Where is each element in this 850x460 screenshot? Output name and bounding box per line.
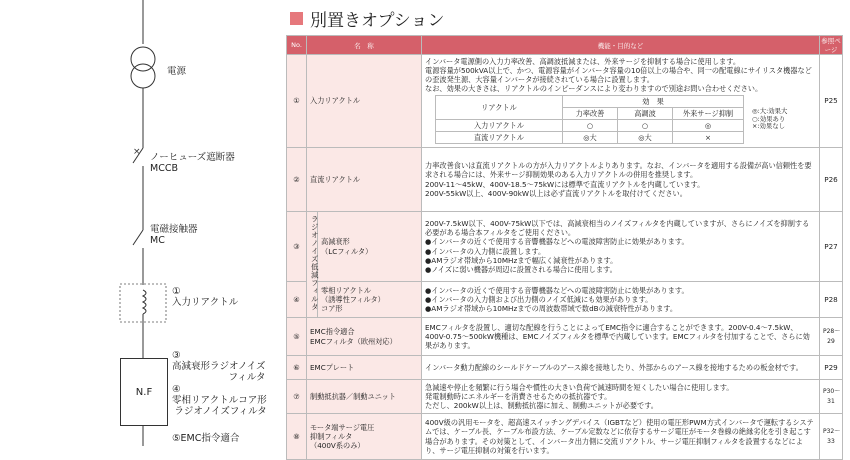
row-name <box>307 414 422 460</box>
mccb-label-en: MCCB <box>150 163 178 174</box>
row-page: P27 <box>820 212 843 282</box>
effect-table <box>435 95 744 145</box>
noise-filter-group <box>307 212 318 318</box>
row-name: 入力リアクトル <box>307 55 422 148</box>
zero-phase-text-2: ラジオノイズフィルタ <box>174 406 267 417</box>
desc-line: インバータ動力配線のシールドケーブルのアース線を接地したり、外部からのアース線を接地するための板金材です。 <box>425 362 803 372</box>
row-no: ② <box>287 148 307 212</box>
desc-line: ただし、200kW以上は、制動抵抗器に加え、制動ユニットが必要です。 <box>425 401 658 411</box>
desc-line: EMCフィルタを設置し、適切な配線を行うことによってEMC指令に適合することができます。200V-0.4〜7.5kW、400V-0.75〜500kW機種は、EMCノイズフィルタを標準で内蔵しています。EMCフィルタを付加することで、さらに効果があります。 <box>425 322 810 351</box>
noise-filter-no: ③ <box>172 350 181 361</box>
row-page: P28 <box>820 282 843 318</box>
legend-item: ◎:大:効果大 <box>752 107 788 116</box>
row-name-line: 零相リアクトル <box>321 285 372 295</box>
table-row <box>287 282 843 318</box>
legend-item: ×:効果なし <box>752 122 786 131</box>
mc-label-ja: 電磁接触器 <box>150 224 198 235</box>
effect-legend <box>752 108 787 131</box>
noise-filter-box <box>120 358 168 426</box>
row-name-line: （誘導性フィルタ） <box>321 294 385 304</box>
mccb-label-ja: ノーヒューズ遮断器 <box>150 152 235 163</box>
header-name: 名 称 <box>307 36 422 55</box>
effect-cell: ◎大 <box>618 132 673 144</box>
desc-line: 急減速や停止を頻繁に行う場合や慣性の大きい負荷で減速時間を短くしたい場合に使用します。 <box>425 382 734 392</box>
row-page: P30〜31 <box>820 380 843 414</box>
header-desc: 機能・目的など <box>422 36 820 55</box>
noise-filter-text-2: フィルタ <box>228 372 266 383</box>
desc-line: 400V級の汎用モータを、超高速スイッチングデバイス（IGBTなど）使用の電圧形PWM方式インバータで運転するシステムでは、ケーブル長、ケーブル布設方法、ケーブル定数などに依存するサージ電圧がモータ巻線の絶縁劣化を引き起こす場合があります。その対策として、インバータ出力側に交流リアクトル、サージ電圧抑制フィルタを設置するなどにより、サージ電圧抑制の対策を行います。 <box>425 418 814 455</box>
row-no: ③ <box>287 212 307 282</box>
row-name <box>318 212 422 282</box>
nf-label: N.F <box>135 386 153 398</box>
row-name: 制動抵抗器／制動ユニット <box>307 380 422 414</box>
row-page: P28〜29 <box>820 318 843 356</box>
table-header-row <box>287 36 843 55</box>
row-no: ⑦ <box>287 380 307 414</box>
row-name <box>307 318 422 356</box>
row-no: ⑧ <box>287 414 307 460</box>
effect-col-effect: 効 果 <box>563 95 744 107</box>
table-row <box>287 55 843 148</box>
row-name <box>318 282 422 318</box>
desc-line: インバータ電源側の入力力率改善、高調波抵減または、外来サージを抑制する場合に使用します。 <box>425 56 741 66</box>
row-desc <box>422 55 820 148</box>
desc-line: 電源容量が500kVA以上で、かつ、電源容量がインバータ容量の10倍以上の場合や、同一の配電線にサイリスタ機器などの歪波発生源、大容量インバータが接続されている場合に設置します。 <box>425 65 812 85</box>
power-label: 電源 <box>167 66 187 77</box>
row-name-line: コア形 <box>321 304 343 314</box>
group-label: ラジオノイズ低減フィルタ <box>310 215 320 312</box>
row-page: P25 <box>820 55 843 148</box>
row-no: ① <box>287 55 307 148</box>
effect-cell: ○ <box>563 119 618 131</box>
header-page: 参照ページ <box>821 37 841 54</box>
desc-line: 200V-11〜45kW、400V-18.5〜75kWには標準で直流リアクトルを内蔵しています。 <box>425 179 705 189</box>
desc-line: 力率改善食いは直流リアクトルの方が入力リアクトルよりあります。なお、インバータを適用する設備が高い信頼性を要求される場合には、外来サージ抑制効果のある入力リアクトルの併用を推奨します。 <box>425 161 812 180</box>
desc-line: ●インバータの近くで使用する音響機器などへの電波障害防止に効果があります。 <box>425 285 689 295</box>
row-desc <box>422 148 820 212</box>
row-name-line: EMCフィルタ（欧州対応） <box>310 336 397 346</box>
desc-line: 発電制動時にエネルギーを消費させるための抵抗器です。 <box>425 391 612 401</box>
table-row <box>287 380 843 414</box>
desc-line: ●AMラジオ帯域から10MHzまで幅広く減衰性があります。 <box>425 255 618 265</box>
row-name-line: 抑制フィルタ <box>310 431 353 441</box>
table-row <box>287 356 843 380</box>
row-desc <box>422 356 820 380</box>
row-page: P29 <box>820 356 843 380</box>
desc-line: ●AMラジオ帯域から10MHzまでの周波数帯域で数dBの減衰特性があります。 <box>425 304 678 314</box>
row-name-line: モータ端サージ電圧 <box>310 422 375 432</box>
table-row <box>287 212 843 282</box>
section-title-text: 別置きオプション <box>310 11 445 31</box>
desc-line: なお、効果の大きさは、リアクトルのインピーダンスにより変わりますので別途お問い合わせください。 <box>425 84 763 94</box>
row-desc <box>422 212 820 282</box>
legend-item: ○:効果あり <box>752 114 786 123</box>
row-name: EMCプレート <box>307 356 422 380</box>
mc-switch-blade <box>133 230 143 245</box>
row-desc <box>422 380 820 414</box>
mc-label <box>150 224 198 246</box>
mc-label-en: MC <box>150 235 165 246</box>
zero-phase-no: ④ <box>172 384 181 395</box>
effect-row-name: 直流リアクトル <box>436 132 563 144</box>
section-title <box>290 6 444 31</box>
row-desc <box>422 282 820 318</box>
table-row <box>287 414 843 460</box>
desc-line: ●インバータの近くで使用する音響機器などへの電波障害防止に効果があります。 <box>425 237 689 247</box>
reactor-coil <box>143 290 146 314</box>
header-no: No. <box>287 36 307 55</box>
wiring-diagram <box>0 0 280 446</box>
mccb-cross-mark: × <box>133 147 141 157</box>
noise-filter-label <box>172 350 265 383</box>
noise-filter-text-1: 高減衰形ラジオノイズ <box>172 361 266 372</box>
row-page: P26 <box>820 148 843 212</box>
effect-cell: × <box>673 132 744 144</box>
row-name: 直流リアクトル <box>307 148 422 212</box>
zero-phase-label <box>172 384 267 417</box>
row-name-line: EMC指令適合 <box>310 327 355 337</box>
desc-line: 200V-55kW以上、400V-90kW以上は必ず直流リアクトルを取付けてください。 <box>425 188 687 198</box>
reactor-label-no: ① <box>172 286 181 297</box>
row-no: ⑤ <box>287 318 307 356</box>
reactor-label <box>172 286 238 308</box>
row-page: P32〜33 <box>820 414 843 460</box>
table-row <box>287 148 843 212</box>
reactor-label-text: 入力リアクトル <box>172 297 239 308</box>
table-row <box>287 318 843 356</box>
effect-cell: ◎ <box>673 119 744 131</box>
desc-line: ●ノイズに弱い機器が周辺に設置される場合に使用します。 <box>425 264 617 274</box>
title-marker-icon <box>290 12 303 25</box>
row-no: ⑥ <box>287 356 307 380</box>
emc-label: ⑤EMC指令適合 <box>172 433 240 444</box>
effect-col-surge: 外来サージ抑制 <box>673 107 744 119</box>
row-no: ④ <box>287 282 307 318</box>
row-name-line: 高減衰形 <box>321 237 350 247</box>
row-desc <box>422 318 820 356</box>
desc-line: ●インバータの入力側および出力側のノイズ低減にも効果があります。 <box>425 294 653 304</box>
effect-table-wrap <box>425 94 816 146</box>
effect-cell: ◎大 <box>563 132 618 144</box>
effect-cell: ○ <box>618 119 673 131</box>
mccb-label <box>150 152 235 174</box>
row-desc <box>422 414 820 460</box>
row-name-line: （LCフィルタ） <box>321 246 373 256</box>
effect-col-pf: 力率改善 <box>563 107 618 119</box>
transformer-coil-2 <box>131 64 155 88</box>
effect-col-harm: 高調波 <box>618 107 673 119</box>
options-table <box>286 35 843 460</box>
effect-row-name: 入力リアクトル <box>436 119 563 131</box>
desc-line: ●インバータの入力側に設置します。 <box>425 246 546 256</box>
desc-line: 200V-7.5kW以下、400V-75kW以下では、高減衰相当のノイズフィルタを内蔵していますが、さらにノイズを抑制する必要がある場合本フィルタをご使用ください。 <box>425 218 810 238</box>
zero-phase-text-1: 零相リアクトルコア形 <box>172 395 267 406</box>
row-name-line: （400V系のみ） <box>310 441 365 451</box>
effect-col-reactor: リアクトル <box>436 95 563 119</box>
